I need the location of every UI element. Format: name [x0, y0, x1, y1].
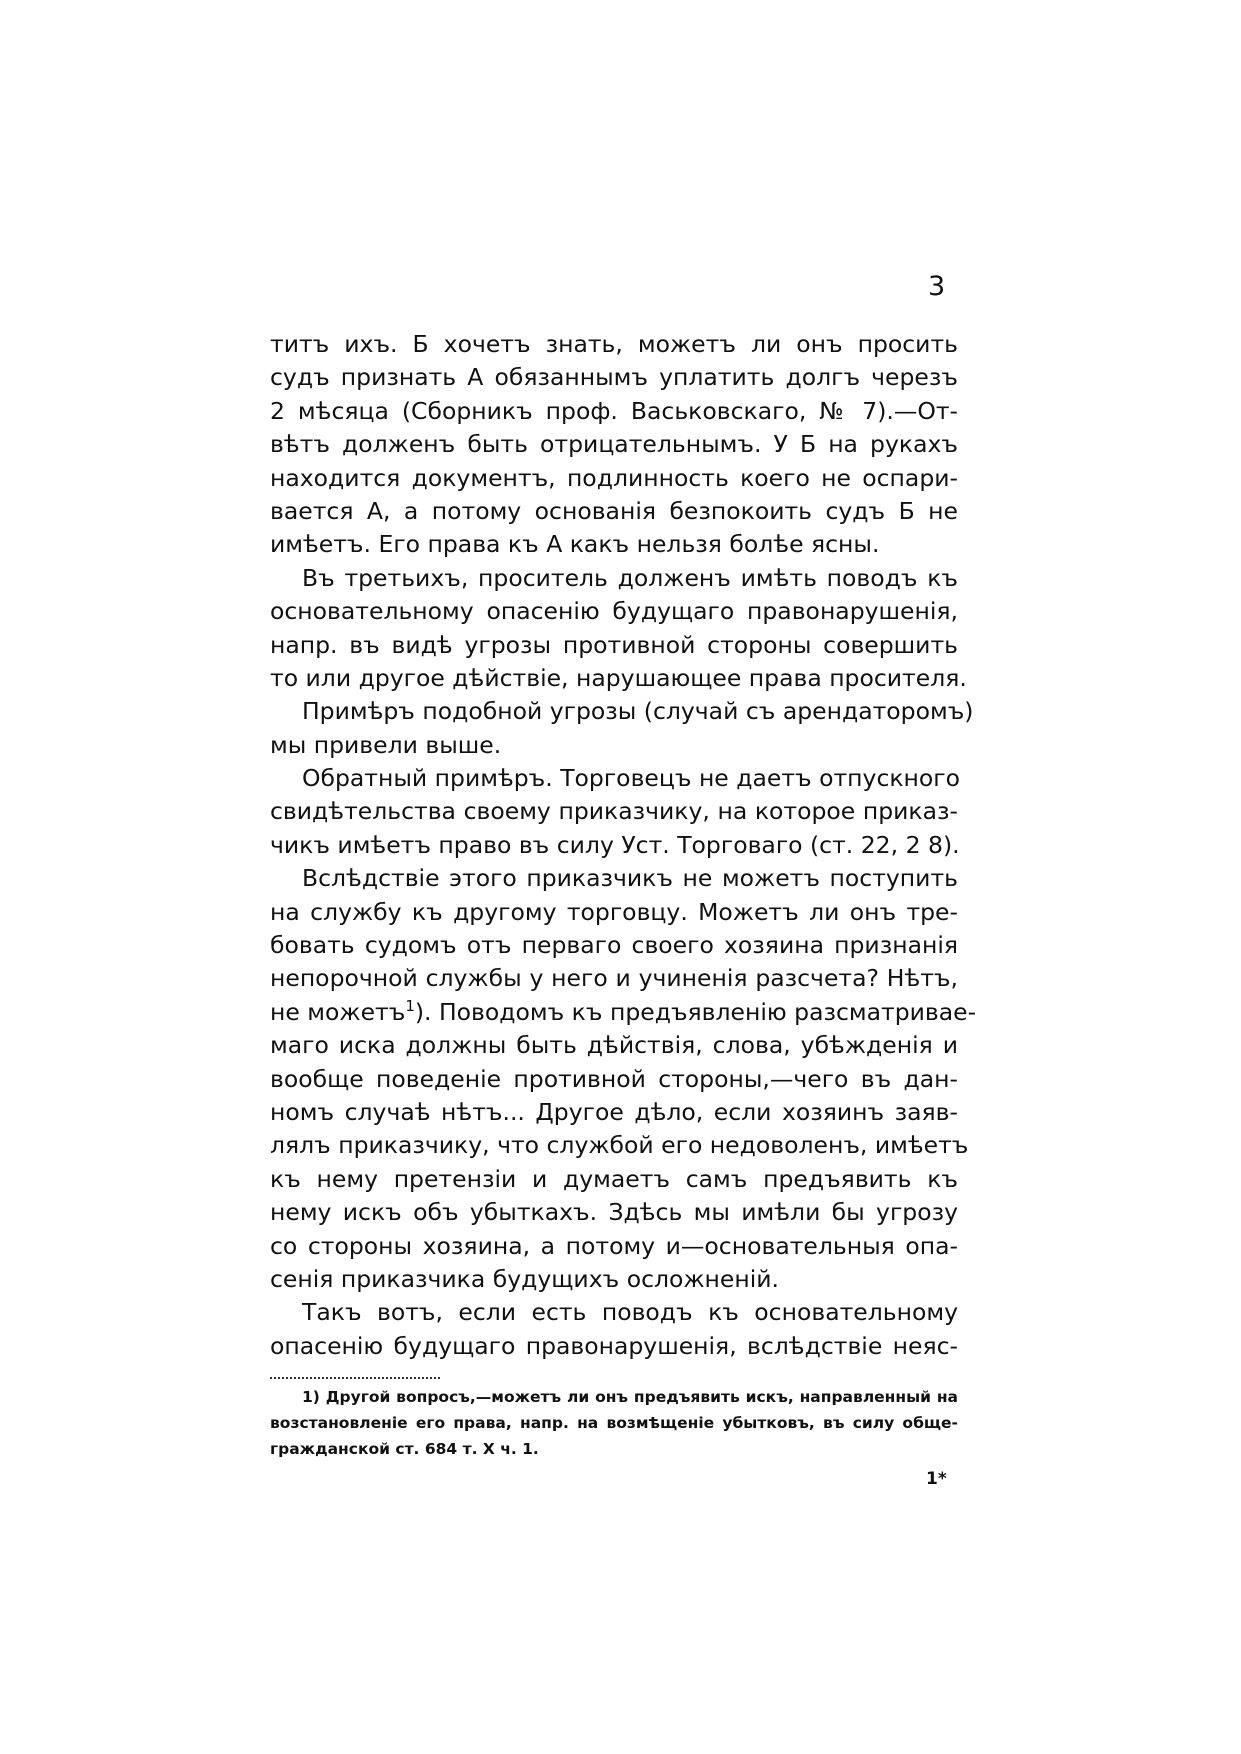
text-line: маго иска должны быть дѣйствія, слова, убѣжденія и: [270, 1031, 958, 1060]
text-fragment: не можетъ: [270, 997, 406, 1026]
page-number: 3: [928, 271, 946, 302]
paragraph-start-line: Такъ вотъ, если есть поводъ къ основательному: [302, 1298, 958, 1327]
footnote-marker: 1): [302, 1388, 320, 1406]
text-line: вается А, а потому основанія безпокоить судъ Б не: [270, 496, 958, 525]
text-line: имѣетъ. Его права къ А какъ нельзя болѣе ясны.: [270, 530, 880, 559]
text-line: опасенію будущаго правонарушенія, вслѣдствіе неяс-: [270, 1331, 958, 1360]
text-line: сенія приказчика будущихъ осложненій.: [270, 1264, 780, 1293]
text-line: судъ признать А обязаннымъ уплатить долгъ черезъ: [270, 363, 958, 392]
text-line: къ нему претензіи и думаетъ самъ предъявить къ: [270, 1164, 958, 1193]
text-line: основательному опасенію будущаго правонарушенія,: [270, 597, 958, 626]
text-line: нему искъ объ убыткахъ. Здѣсь мы имѣли бы угрозу: [270, 1198, 958, 1227]
text-line: 2 мѣсяца (Сборникъ проф. Васьковскаго, № 7).—От-: [270, 396, 958, 425]
text-line-with-footnote-ref: [270, 996, 977, 1029]
body-text: [270, 328, 977, 1363]
text-line: лялъ приказчику, что службой его недоволенъ, имѣетъ: [270, 1131, 969, 1160]
paragraph-start-line: Въ третьихъ, проситель долженъ имѣть поводъ къ: [302, 563, 958, 592]
footnote-divider: [270, 1377, 440, 1379]
footnote-reference: 1: [405, 996, 415, 1015]
text-line: чикъ имѣетъ право въ силу Уст. Торговаго (ст. 22, 2 8).: [270, 830, 960, 859]
footnote-line: возстановленіе его права, напр. на возмѣщеніе убытковъ, въ силу обще-: [270, 1414, 958, 1432]
text-line: номъ случаѣ нѣтъ... Другое дѣло, если хозяинъ заяв-: [270, 1097, 958, 1126]
footnote-text: Другой вопросъ,—можетъ ли онъ предъявить искъ, направленный на: [325, 1388, 958, 1406]
paragraph-start-line: Обратный примѣръ. Торговецъ не даетъ отпускного: [302, 764, 961, 793]
text-fragment: ). Поводомъ къ предъявленію разсматривае-: [414, 997, 977, 1026]
text-line: вообще поведеніе противной стороны,—чего въ дан-: [270, 1064, 958, 1093]
text-line: вѣтъ долженъ быть отрицательнымъ. У Б на рукахъ: [270, 430, 958, 459]
text-line: то или другое дѣйствіе, нарушающее права просителя.: [270, 663, 967, 692]
text-line: непорочной службы у него и учиненія разсчета? Нѣтъ,: [270, 964, 958, 993]
text-line: на службу къ другому торговцу. Можетъ ли онъ тре-: [270, 897, 958, 926]
paragraph-start-line: Вслѣдствіе этого приказчикъ не можетъ поступить: [302, 864, 958, 893]
paragraph-start-line: Примѣръ подобной угрозы (случай съ арендаторомъ): [302, 697, 974, 726]
text-line: находится документъ, подлинность коего не оспари-: [270, 463, 958, 492]
footnote-line: [270, 1384, 958, 1410]
text-line: бовать судомъ отъ перваго своего хозяина признанія: [270, 931, 958, 960]
footnote: [270, 1384, 958, 1462]
text-line: со стороны хозяина, а потому и—основательныя опа-: [270, 1231, 958, 1260]
footnote-line: гражданской ст. 684 т. X ч. 1.: [270, 1440, 539, 1458]
text-line: титъ ихъ. Б хочетъ знать, можетъ ли онъ просить: [270, 330, 958, 358]
text-line: мы привели выше.: [270, 730, 502, 759]
text-line: напр. въ видѣ угрозы противной стороны совершить: [270, 630, 958, 659]
text-line: свидѣтельства своему приказчику, на которое приказ-: [270, 797, 958, 826]
signature-mark: 1*: [926, 1469, 947, 1489]
